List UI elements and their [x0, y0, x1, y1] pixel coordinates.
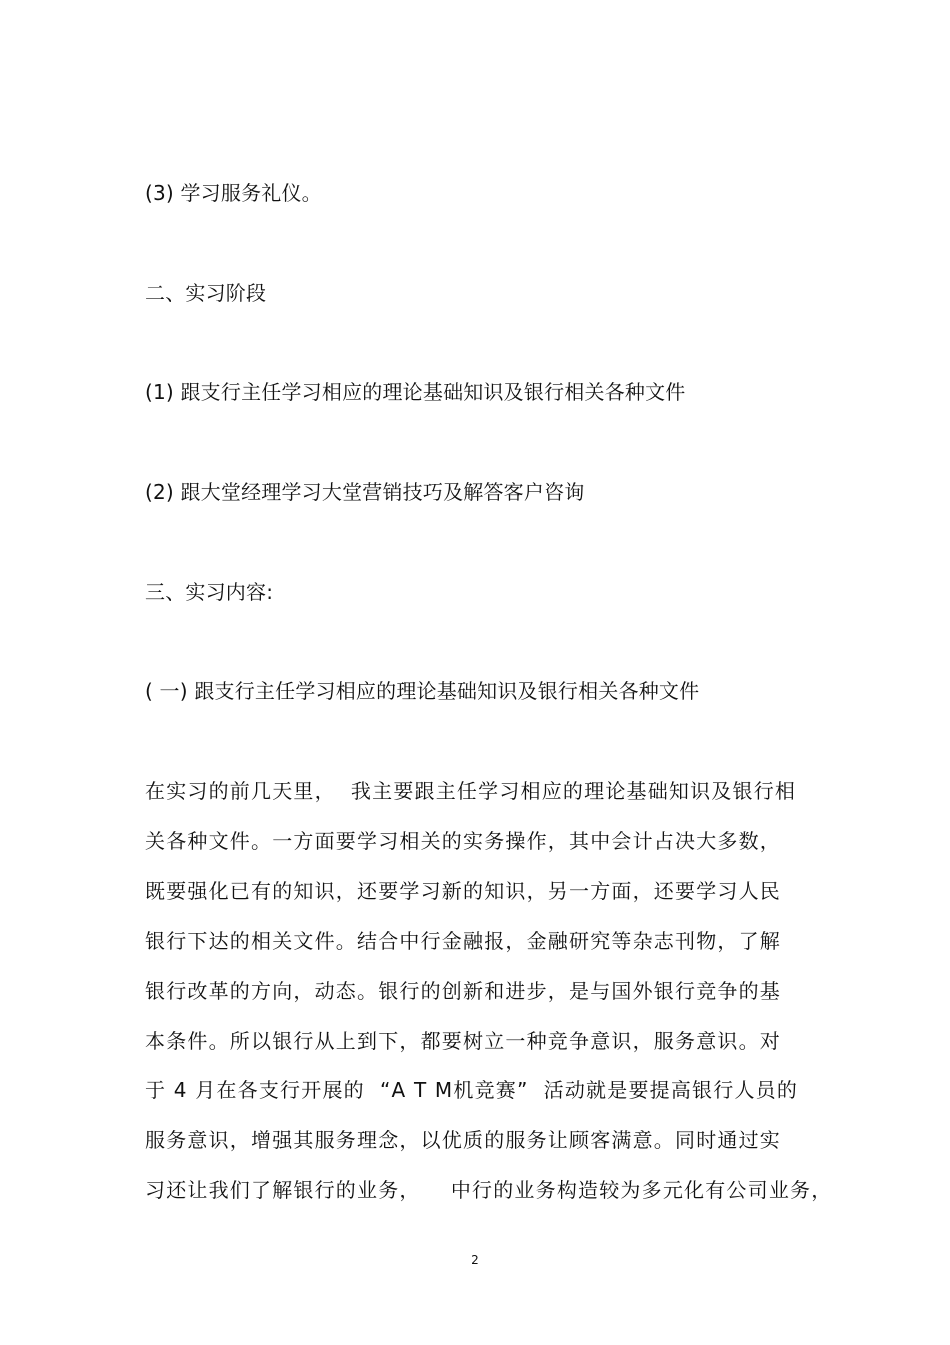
- section-heading-internship-content: 三、实习内容:: [145, 580, 274, 604]
- subsection-heading-1: ( 一) 跟支行主任学习相应的理论基础知识及银行相关各种文件: [145, 679, 700, 703]
- paragraph-line: 服务意识，增强其服务理念，以优质的服务让顾客满意。同时通过实: [145, 1128, 781, 1152]
- page-number: 2: [471, 1253, 479, 1267]
- section-heading-internship-stages: 二、实习阶段: [145, 281, 267, 305]
- list-item-2-lobby-manager: (2) 跟大堂经理学习大堂营销技巧及解答客户咨询: [145, 480, 585, 504]
- paragraph-line: 银行改革的方向，动态。银行的创新和进步，是与国外银行竞争的基: [145, 979, 781, 1003]
- paragraph-line: 关各种文件。一方面要学习相关的实务操作，其中会计占决大多数，: [145, 829, 781, 853]
- paragraph-line: 银行下达的相关文件。结合中行金融报，金融研究等杂志刊物，了解: [145, 929, 781, 953]
- paragraph-line: 本条件。所以银行从上到下，都要树立一种竞争意识，服务意识。对: [145, 1029, 781, 1053]
- list-item-1-branch-director: (1) 跟支行主任学习相应的理论基础知识及银行相关各种文件: [145, 380, 686, 404]
- paragraph-line: 既要强化已有的知识，还要学习新的知识，另一方面，还要学习人民: [145, 879, 781, 903]
- paragraph-line: 于 4 月在各支行开展的 “A T M机竞赛” 活动就是要提高银行人员的: [145, 1078, 799, 1102]
- paragraph-line: 在实习的前几天里， 我主要跟主任学习相应的理论基础知识及银行相: [145, 779, 797, 803]
- paragraph-line: 习还让我们了解银行的业务， 中行的业务构造较为多元化有公司业务，: [145, 1178, 833, 1202]
- list-item-3-service-etiquette: (3) 学习服务礼仪。: [145, 181, 322, 205]
